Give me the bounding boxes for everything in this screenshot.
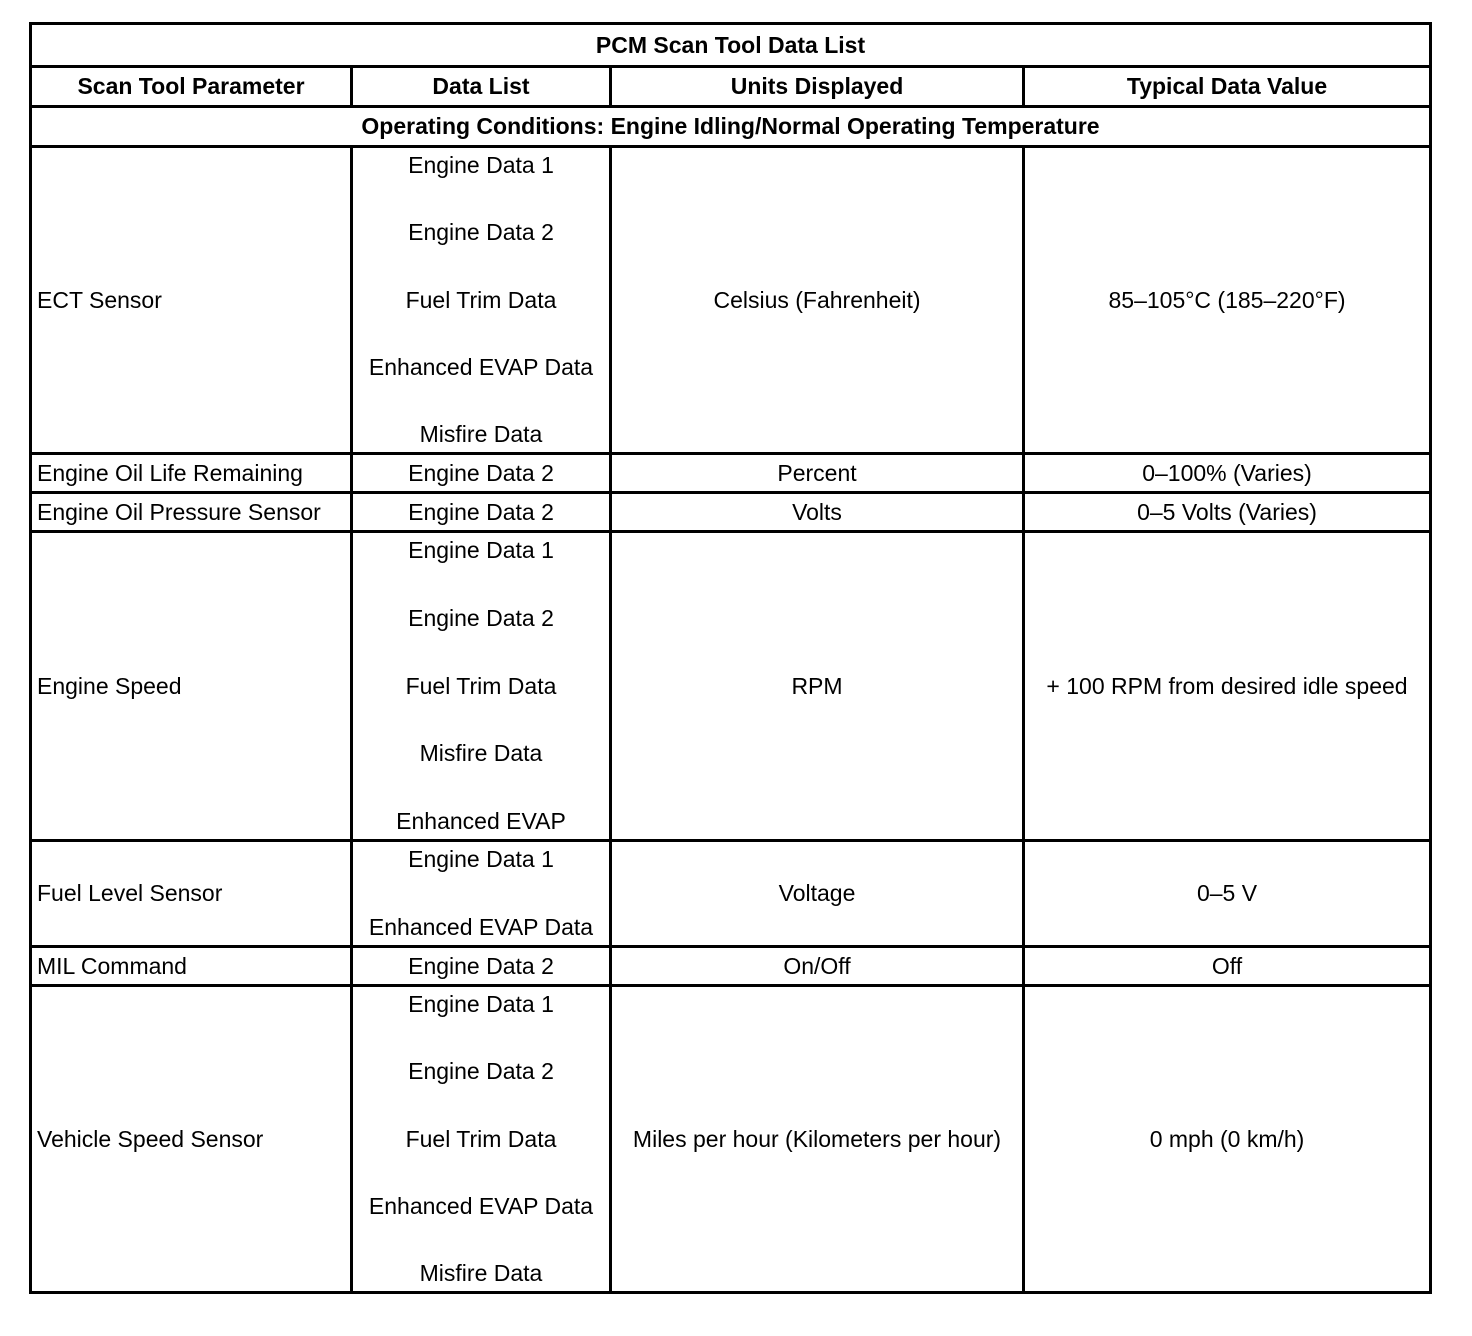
data-list-item: Enhanced EVAP Data [368, 914, 594, 940]
parameter-cell: Vehicle Speed Sensor [31, 986, 352, 1293]
units-cell: Miles per hour (Kilometers per hour) [611, 986, 1024, 1293]
table-title-row [31, 24, 1431, 67]
units-cell: Volts [611, 493, 1024, 532]
header-scan-tool-parameter: Scan Tool Parameter [31, 67, 352, 107]
table-row [31, 986, 1431, 1293]
table-row [31, 147, 1431, 454]
data-list-item: Misfire Data [419, 740, 543, 767]
typical-value-cell: 0–5 Volts (Varies) [1024, 493, 1431, 532]
table-header-row [31, 67, 1431, 107]
data-list-cell [352, 841, 611, 947]
data-list-item: Engine Data 2 [408, 219, 554, 246]
typical-value-cell: 85–105°C (185–220°F) [1024, 147, 1431, 454]
table-row [31, 454, 1431, 493]
data-list-item: Fuel Trim Data [405, 672, 557, 699]
parameter-cell: Engine Oil Life Remaining [31, 454, 352, 493]
operating-conditions-row [31, 107, 1431, 147]
data-list-item: Misfire Data [419, 1260, 543, 1286]
scan-tool-data-table [29, 22, 1432, 1294]
table-row [31, 947, 1431, 986]
typical-value-cell: Off [1024, 947, 1431, 986]
data-list-cell: Engine Data 2 [352, 493, 611, 532]
units-cell: Celsius (Fahrenheit) [611, 147, 1024, 454]
operating-conditions: Operating Conditions: Engine Idling/Normal Operating Temperature [31, 107, 1431, 147]
parameter-cell: Fuel Level Sensor [31, 841, 352, 947]
data-list-item: Engine Data 1 [408, 846, 554, 872]
typical-value-cell: 0–100% (Varies) [1024, 454, 1431, 493]
data-list-item: Enhanced EVAP [396, 808, 566, 834]
header-data-list: Data List [352, 67, 611, 107]
table-title: PCM Scan Tool Data List [31, 24, 1431, 67]
data-list-cell [352, 532, 611, 841]
data-list-cell [352, 147, 611, 454]
data-list-item: Engine Data 2 [408, 604, 554, 631]
data-list-item: Engine Data 1 [408, 991, 554, 1017]
parameter-cell: MIL Command [31, 947, 352, 986]
data-list-cell: Engine Data 2 [352, 454, 611, 493]
units-cell: Voltage [611, 841, 1024, 947]
data-list-item: Fuel Trim Data [405, 1125, 557, 1152]
units-cell: Percent [611, 454, 1024, 493]
typical-value-cell: 0 mph (0 km/h) [1024, 986, 1431, 1293]
data-list-item: Misfire Data [419, 421, 543, 447]
table-row [31, 532, 1431, 841]
header-units-displayed: Units Displayed [611, 67, 1024, 107]
data-list-item: Engine Data 1 [408, 537, 554, 563]
parameter-cell: ECT Sensor [31, 147, 352, 454]
table-row [31, 841, 1431, 947]
data-list-item: Engine Data 2 [408, 1058, 554, 1085]
header-typical-data-value: Typical Data Value [1024, 67, 1431, 107]
typical-value-cell: 0–5 V [1024, 841, 1431, 947]
data-list-item: Fuel Trim Data [405, 286, 557, 313]
parameter-cell: Engine Oil Pressure Sensor [31, 493, 352, 532]
parameter-cell: Engine Speed [31, 532, 352, 841]
data-list-item: Engine Data 1 [408, 152, 554, 178]
table-row [31, 493, 1431, 532]
units-cell: On/Off [611, 947, 1024, 986]
units-cell: RPM [611, 532, 1024, 841]
typical-value-cell: + 100 RPM from desired idle speed [1024, 532, 1431, 841]
data-list-item: Enhanced EVAP Data [368, 353, 594, 380]
data-list-cell: Engine Data 2 [352, 947, 611, 986]
data-list-cell [352, 986, 611, 1293]
data-list-item: Enhanced EVAP Data [368, 1192, 594, 1219]
